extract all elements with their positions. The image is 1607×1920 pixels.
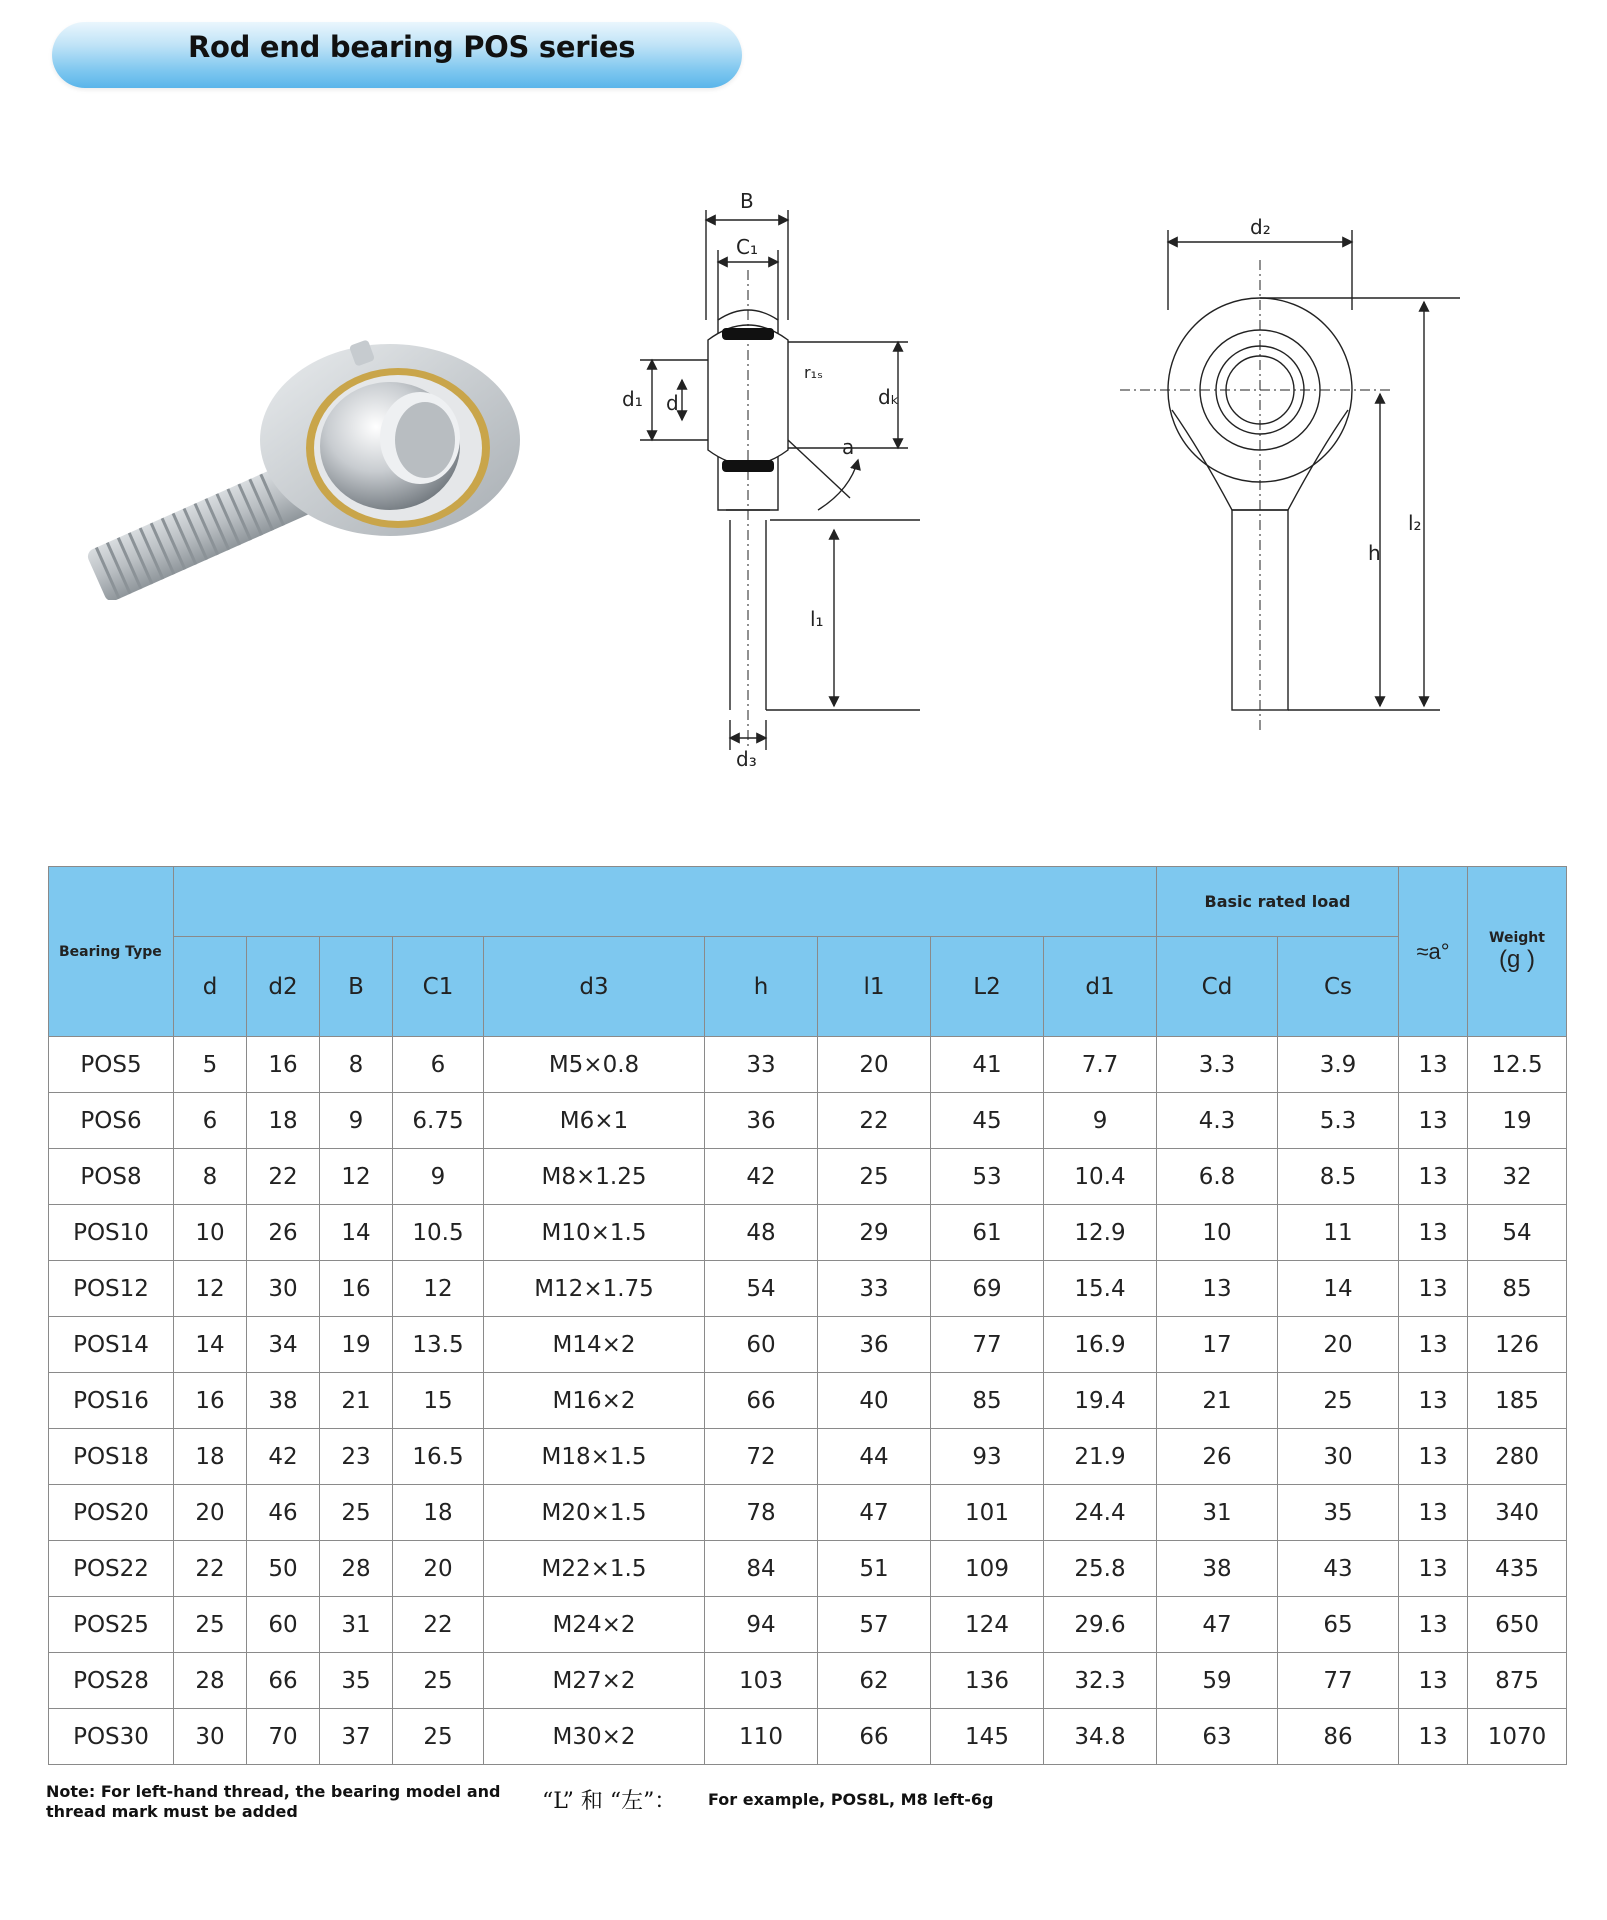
table-cell: 10: [174, 1205, 247, 1261]
table-cell: 25: [393, 1709, 484, 1765]
table-cell: M24×2: [484, 1597, 705, 1653]
table-cell: 23: [320, 1429, 393, 1485]
table-cell: 19.4: [1044, 1373, 1157, 1429]
table-cell: 77: [1278, 1653, 1399, 1709]
table-cell: 60: [705, 1317, 818, 1373]
column-header: Cd: [1157, 937, 1278, 1037]
table-cell: M22×1.5: [484, 1541, 705, 1597]
header-basic-rated-load: Basic rated load: [1157, 867, 1399, 937]
table-cell: 13: [1399, 1653, 1468, 1709]
table-cell: 1070: [1468, 1709, 1567, 1765]
header-bearing-type: Bearing Type: [49, 867, 174, 1037]
table-row: [49, 1597, 1567, 1653]
table-cell: 12: [393, 1261, 484, 1317]
bearing-type-cell: POS10: [49, 1205, 174, 1261]
bearing-type-cell: POS22: [49, 1541, 174, 1597]
table-cell: 16: [174, 1373, 247, 1429]
table-cell: 18: [247, 1093, 320, 1149]
table-cell: 37: [320, 1709, 393, 1765]
label-B: B: [740, 190, 754, 213]
table-cell: 47: [1157, 1597, 1278, 1653]
table-row: [49, 1317, 1567, 1373]
table-cell: 20: [818, 1037, 931, 1093]
table-cell: 25: [174, 1597, 247, 1653]
table-cell: 103: [705, 1653, 818, 1709]
table-row: [49, 1429, 1567, 1485]
bearing-type-cell: POS25: [49, 1597, 174, 1653]
table-cell: M16×2: [484, 1373, 705, 1429]
column-header: l1: [818, 937, 931, 1037]
spec-table: [48, 866, 1567, 1765]
table-cell: 10.4: [1044, 1149, 1157, 1205]
table-row: [49, 1709, 1567, 1765]
table-cell: 15: [393, 1373, 484, 1429]
table-cell: 47: [818, 1485, 931, 1541]
table-cell: 14: [174, 1317, 247, 1373]
header-angle: ≈a°: [1399, 867, 1468, 1037]
table-cell: 20: [174, 1485, 247, 1541]
table-cell: 3.3: [1157, 1037, 1278, 1093]
table-cell: 48: [705, 1205, 818, 1261]
table-cell: 13: [1399, 1149, 1468, 1205]
table-cell: 9: [320, 1093, 393, 1149]
table-cell: 44: [818, 1429, 931, 1485]
table-cell: 18: [174, 1429, 247, 1485]
table-cell: 43: [1278, 1541, 1399, 1597]
column-header-row: [49, 937, 1567, 1037]
table-cell: 45: [931, 1093, 1044, 1149]
label-r1s: r₁ₛ: [804, 363, 823, 382]
bearing-type-cell: POS12: [49, 1261, 174, 1317]
label-a: a: [842, 435, 855, 459]
table-cell: 13: [1399, 1597, 1468, 1653]
table-cell: 85: [931, 1373, 1044, 1429]
table-cell: 25.8: [1044, 1541, 1157, 1597]
table-cell: 41: [931, 1037, 1044, 1093]
product-photo: [60, 340, 530, 600]
table-cell: 78: [705, 1485, 818, 1541]
table-cell: 13: [1399, 1429, 1468, 1485]
table-cell: M12×1.75: [484, 1261, 705, 1317]
table-cell: 6: [174, 1093, 247, 1149]
table-cell: 15.4: [1044, 1261, 1157, 1317]
table-cell: 101: [931, 1485, 1044, 1541]
table-cell: 32.3: [1044, 1653, 1157, 1709]
table-row: [49, 1373, 1567, 1429]
label-d: d: [666, 391, 679, 415]
table-cell: 14: [320, 1205, 393, 1261]
table-cell: 13: [1399, 1037, 1468, 1093]
table-cell: 4.3: [1157, 1093, 1278, 1149]
bearing-type-cell: POS20: [49, 1485, 174, 1541]
table-cell: 86: [1278, 1709, 1399, 1765]
label-d3: d₃: [736, 747, 757, 770]
table-row: [49, 1653, 1567, 1709]
table-cell: 28: [174, 1653, 247, 1709]
table-cell: 16.5: [393, 1429, 484, 1485]
table-cell: 26: [1157, 1429, 1278, 1485]
table-cell: M30×2: [484, 1709, 705, 1765]
table-cell: 25: [320, 1485, 393, 1541]
table-cell: 54: [1468, 1205, 1567, 1261]
table-cell: 66: [705, 1373, 818, 1429]
table-cell: 35: [320, 1653, 393, 1709]
table-cell: 12.5: [1468, 1037, 1567, 1093]
table-cell: 13: [1157, 1261, 1278, 1317]
title-banner: [52, 22, 742, 88]
table-cell: 20: [393, 1541, 484, 1597]
label-l1: l₁: [810, 607, 824, 631]
table-cell: M20×1.5: [484, 1485, 705, 1541]
table-cell: 34.8: [1044, 1709, 1157, 1765]
note-symbols: “L” 和 “左”：: [542, 1789, 677, 1814]
bearing-type-cell: POS30: [49, 1709, 174, 1765]
table-cell: 66: [818, 1709, 931, 1765]
column-header: L2: [931, 937, 1044, 1037]
bearing-type-cell: POS5: [49, 1037, 174, 1093]
table-cell: 25: [393, 1653, 484, 1709]
table-cell: M5×0.8: [484, 1037, 705, 1093]
bearing-type-cell: POS14: [49, 1317, 174, 1373]
table-cell: 9: [1044, 1093, 1157, 1149]
table-cell: 28: [320, 1541, 393, 1597]
table-cell: 13: [1399, 1541, 1468, 1597]
table-cell: 69: [931, 1261, 1044, 1317]
table-row: [49, 1485, 1567, 1541]
table-cell: 84: [705, 1541, 818, 1597]
table-cell: 6: [393, 1037, 484, 1093]
table-row: [49, 1093, 1567, 1149]
table-cell: 17: [1157, 1317, 1278, 1373]
bearing-type-cell: POS16: [49, 1373, 174, 1429]
table-cell: 77: [931, 1317, 1044, 1373]
table-cell: 38: [247, 1373, 320, 1429]
column-header: h: [705, 937, 818, 1037]
column-header: d1: [1044, 937, 1157, 1037]
table-cell: 13.5: [393, 1317, 484, 1373]
table-cell: 66: [247, 1653, 320, 1709]
table-cell: 280: [1468, 1429, 1567, 1485]
table-cell: 50: [247, 1541, 320, 1597]
table-cell: 5.3: [1278, 1093, 1399, 1149]
technical-drawing: [560, 190, 1480, 770]
table-cell: 19: [1468, 1093, 1567, 1149]
header-weight: [1468, 867, 1567, 1037]
table-cell: 6.8: [1157, 1149, 1278, 1205]
table-cell: 54: [705, 1261, 818, 1317]
page-title: Rod end bearing POS series: [188, 30, 636, 64]
table-body: [49, 1037, 1567, 1765]
table-cell: 21: [1157, 1373, 1278, 1429]
table-cell: 35: [1278, 1485, 1399, 1541]
column-header: Cs: [1278, 937, 1399, 1037]
table-cell: 8: [320, 1037, 393, 1093]
table-cell: 38: [1157, 1541, 1278, 1597]
table-cell: 29: [818, 1205, 931, 1261]
table-cell: 85: [1468, 1261, 1567, 1317]
table-cell: 25: [818, 1149, 931, 1205]
table-cell: 18: [393, 1485, 484, 1541]
table-cell: 8: [174, 1149, 247, 1205]
label-dk: dₖ: [878, 385, 900, 409]
table-cell: 53: [931, 1149, 1044, 1205]
label-d1: d₁: [622, 387, 643, 411]
column-header: d2: [247, 937, 320, 1037]
table-cell: 32: [1468, 1149, 1567, 1205]
label-C1: C₁: [736, 235, 758, 259]
table-cell: 24.4: [1044, 1485, 1157, 1541]
bearing-type-cell: POS6: [49, 1093, 174, 1149]
table-cell: 126: [1468, 1317, 1567, 1373]
table-cell: 9: [393, 1149, 484, 1205]
header-blank: [174, 867, 1157, 937]
table-cell: 26: [247, 1205, 320, 1261]
table-cell: 145: [931, 1709, 1044, 1765]
table-cell: 94: [705, 1597, 818, 1653]
bearing-type-cell: POS18: [49, 1429, 174, 1485]
table-cell: 16.9: [1044, 1317, 1157, 1373]
table-cell: 70: [247, 1709, 320, 1765]
table-cell: 36: [705, 1093, 818, 1149]
drawing-labels: [622, 190, 1422, 770]
header-weight-label: Weight: [1489, 929, 1545, 946]
table-cell: 22: [247, 1149, 320, 1205]
table-cell: 57: [818, 1597, 931, 1653]
table-cell: 13: [1399, 1709, 1468, 1765]
table-cell: 59: [1157, 1653, 1278, 1709]
column-header: d: [174, 937, 247, 1037]
table-cell: 19: [320, 1317, 393, 1373]
note-text: Note: For left-hand thread, the bearing model and thread mark must be added: [46, 1782, 501, 1821]
table-cell: 109: [931, 1541, 1044, 1597]
table-cell: 21: [320, 1373, 393, 1429]
table-cell: 16: [247, 1037, 320, 1093]
label-h: h: [1368, 541, 1381, 565]
table-cell: M8×1.25: [484, 1149, 705, 1205]
table-cell: 60: [247, 1597, 320, 1653]
column-header: B: [320, 937, 393, 1037]
table-row: [49, 1037, 1567, 1093]
note-example: For example, POS8L, M8 left-6g: [708, 1790, 994, 1809]
table-cell: 110: [705, 1709, 818, 1765]
table-cell: 13: [1399, 1317, 1468, 1373]
table-cell: 63: [1157, 1709, 1278, 1765]
table-cell: 13: [1399, 1205, 1468, 1261]
table-cell: 30: [247, 1261, 320, 1317]
table-cell: 10: [1157, 1205, 1278, 1261]
table-cell: 40: [818, 1373, 931, 1429]
table-cell: 36: [818, 1317, 931, 1373]
table-cell: M18×1.5: [484, 1429, 705, 1485]
column-header: d3: [484, 937, 705, 1037]
table-row: [49, 1149, 1567, 1205]
table-cell: 13: [1399, 1261, 1468, 1317]
column-header: C1: [393, 937, 484, 1037]
table-cell: M10×1.5: [484, 1205, 705, 1261]
table-row: [49, 1261, 1567, 1317]
table-cell: 31: [1157, 1485, 1278, 1541]
table-row: [49, 1205, 1567, 1261]
table-cell: 10.5: [393, 1205, 484, 1261]
table-cell: 12.9: [1044, 1205, 1157, 1261]
table-cell: 12: [174, 1261, 247, 1317]
header-weight-unit: (g ): [1499, 945, 1536, 973]
table-cell: 8.5: [1278, 1149, 1399, 1205]
table-cell: 30: [1278, 1429, 1399, 1485]
table-cell: 33: [818, 1261, 931, 1317]
table-cell: 62: [818, 1653, 931, 1709]
table-cell: 11: [1278, 1205, 1399, 1261]
table-cell: 875: [1468, 1653, 1567, 1709]
table-cell: 185: [1468, 1373, 1567, 1429]
table-cell: 12: [320, 1149, 393, 1205]
table-cell: 42: [705, 1149, 818, 1205]
table-cell: 46: [247, 1485, 320, 1541]
table-cell: 124: [931, 1597, 1044, 1653]
table-cell: 435: [1468, 1541, 1567, 1597]
table-cell: M14×2: [484, 1317, 705, 1373]
table-cell: 14: [1278, 1261, 1399, 1317]
table-cell: 22: [818, 1093, 931, 1149]
table-cell: 340: [1468, 1485, 1567, 1541]
table-cell: M6×1: [484, 1093, 705, 1149]
table-cell: 51: [818, 1541, 931, 1597]
table-cell: 16: [320, 1261, 393, 1317]
bearing-type-cell: POS28: [49, 1653, 174, 1709]
table-cell: 22: [174, 1541, 247, 1597]
table-cell: 30: [174, 1709, 247, 1765]
table-cell: 61: [931, 1205, 1044, 1261]
table-cell: 33: [705, 1037, 818, 1093]
table-cell: 22: [393, 1597, 484, 1653]
table-cell: 21.9: [1044, 1429, 1157, 1485]
table-cell: 65: [1278, 1597, 1399, 1653]
label-d2: d₂: [1250, 215, 1271, 239]
table-cell: 13: [1399, 1093, 1468, 1149]
table-cell: M27×2: [484, 1653, 705, 1709]
table-cell: 29.6: [1044, 1597, 1157, 1653]
table-cell: 20: [1278, 1317, 1399, 1373]
table-cell: 25: [1278, 1373, 1399, 1429]
bearing-type-cell: POS8: [49, 1149, 174, 1205]
table-cell: 13: [1399, 1373, 1468, 1429]
table-cell: 7.7: [1044, 1037, 1157, 1093]
table-cell: 31: [320, 1597, 393, 1653]
table-cell: 3.9: [1278, 1037, 1399, 1093]
table-cell: 34: [247, 1317, 320, 1373]
table-cell: 42: [247, 1429, 320, 1485]
table-cell: 5: [174, 1037, 247, 1093]
table-cell: 72: [705, 1429, 818, 1485]
label-l2: l₂: [1408, 511, 1422, 535]
table-cell: 650: [1468, 1597, 1567, 1653]
table-cell: 136: [931, 1653, 1044, 1709]
table-row: [49, 1541, 1567, 1597]
table-cell: 13: [1399, 1485, 1468, 1541]
table-cell: 93: [931, 1429, 1044, 1485]
table-cell: 6.75: [393, 1093, 484, 1149]
